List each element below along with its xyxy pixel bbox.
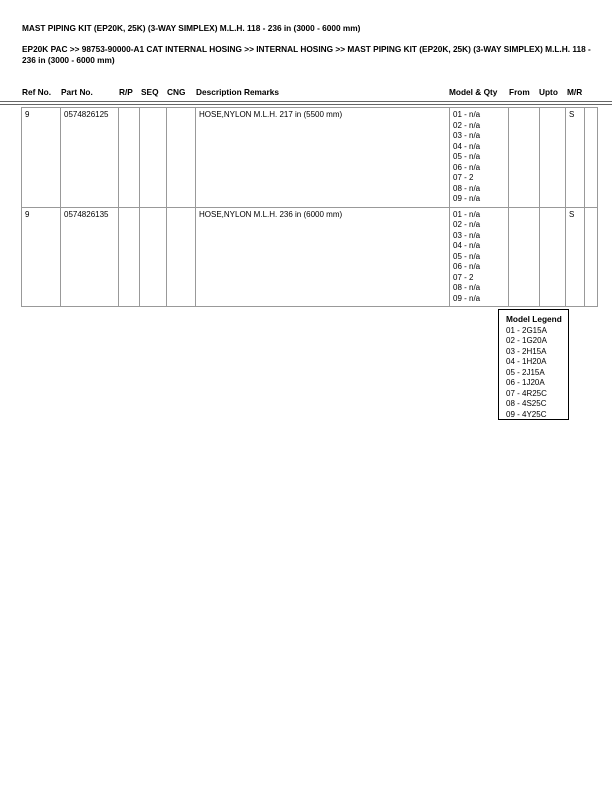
rp	[119, 108, 140, 208]
col-from: From	[509, 87, 530, 97]
header-divider	[0, 101, 612, 105]
model-qty	[450, 207, 509, 307]
legend-item: 09 - 4Y25C	[506, 409, 547, 419]
model-qty-entry: 05 - n/a	[453, 152, 481, 161]
parts-table	[21, 107, 598, 307]
spacer-cell	[585, 108, 598, 208]
legend-item: 07 - 4R25C	[506, 388, 547, 398]
legend-title: Model Legend	[506, 314, 562, 324]
part-no: 0574826125	[61, 108, 119, 208]
model-qty-entry: 07 - 2	[453, 173, 474, 182]
col-cng: CNG	[167, 87, 186, 97]
legend-item: 05 - 2J15A	[506, 367, 545, 377]
mr: S	[566, 108, 585, 208]
page-title: MAST PIPING KIT (EP20K, 25K) (3-WAY SIMPLEX) M.L.H. 118 - 236 in (3000 - 6000 mm)	[22, 23, 361, 33]
description: HOSE,NYLON M.L.H. 217 in (5500 mm)	[196, 108, 450, 208]
model-qty-entry: 01 - n/a	[453, 110, 481, 119]
legend-item: 01 - 2G15A	[506, 325, 547, 335]
table-row	[22, 108, 598, 208]
col-model: Model & Qty	[449, 87, 498, 97]
model-qty-entry: 04 - n/a	[453, 141, 481, 151]
upto	[540, 207, 566, 307]
model-qty-entry: 01 - n/a	[453, 209, 481, 219]
legend-item: 02 - 1G20A	[506, 336, 547, 345]
model-qty-entry: 06 - n/a	[453, 162, 481, 172]
model-qty-entry: 05 - n/a	[453, 251, 481, 261]
model-qty-entry: 08 - n/a	[453, 183, 481, 193]
upto	[540, 108, 566, 208]
col-rp: R/P	[119, 87, 133, 97]
col-desc: Description Remarks	[196, 87, 280, 97]
model-qty	[450, 108, 509, 208]
legend-item: 03 - 2H15A	[506, 346, 547, 356]
part-no: 0574826135	[61, 207, 119, 307]
mr: S	[566, 207, 585, 307]
cng	[167, 207, 196, 307]
description: HOSE,NYLON M.L.H. 236 in (6000 mm)	[196, 207, 450, 307]
ref-no: 9	[22, 108, 61, 208]
spacer-cell	[585, 207, 598, 307]
col-mr: M/R	[567, 87, 583, 97]
table-row	[22, 207, 598, 307]
col-part: Part No.	[61, 87, 93, 97]
col-ref: Ref No.	[22, 87, 52, 97]
col-upto: Upto	[539, 87, 558, 97]
model-qty-entry: 07 - 2	[453, 272, 474, 282]
from	[509, 108, 540, 208]
col-seq: SEQ	[141, 87, 159, 97]
model-qty-entry: 06 - n/a	[453, 262, 481, 271]
model-qty-entry: 09 - n/a	[453, 293, 481, 303]
legend-item: 04 - 1H20A	[506, 357, 547, 366]
cng	[167, 108, 196, 208]
model-qty-entry: 03 - n/a	[453, 131, 481, 140]
model-qty-entry: 04 - n/a	[453, 241, 481, 250]
ref-no: 9	[22, 207, 61, 307]
model-qty-entry: 02 - n/a	[453, 120, 481, 130]
legend-item: 08 - 4S25C	[506, 399, 547, 408]
rp	[119, 207, 140, 307]
model-qty-entry: 09 - n/a	[453, 194, 481, 203]
model-legend	[498, 309, 569, 420]
breadcrumb: EP20K PAC >> 98753-90000-A1 CAT INTERNAL HOSING >> INTERNAL HOSING >> MAST PIPING KIT (EP20K, 25K) (3-WAY SIMPLEX) M.L.H. 118 - 236 in (3000 - 6000 mm)	[22, 44, 591, 65]
legend-item: 06 - 1J20A	[506, 378, 545, 387]
model-qty-entry: 03 - n/a	[453, 230, 481, 240]
model-qty-entry: 08 - n/a	[453, 283, 481, 292]
seq	[140, 108, 167, 208]
model-qty-entry: 02 - n/a	[453, 220, 481, 229]
seq	[140, 207, 167, 307]
from	[509, 207, 540, 307]
